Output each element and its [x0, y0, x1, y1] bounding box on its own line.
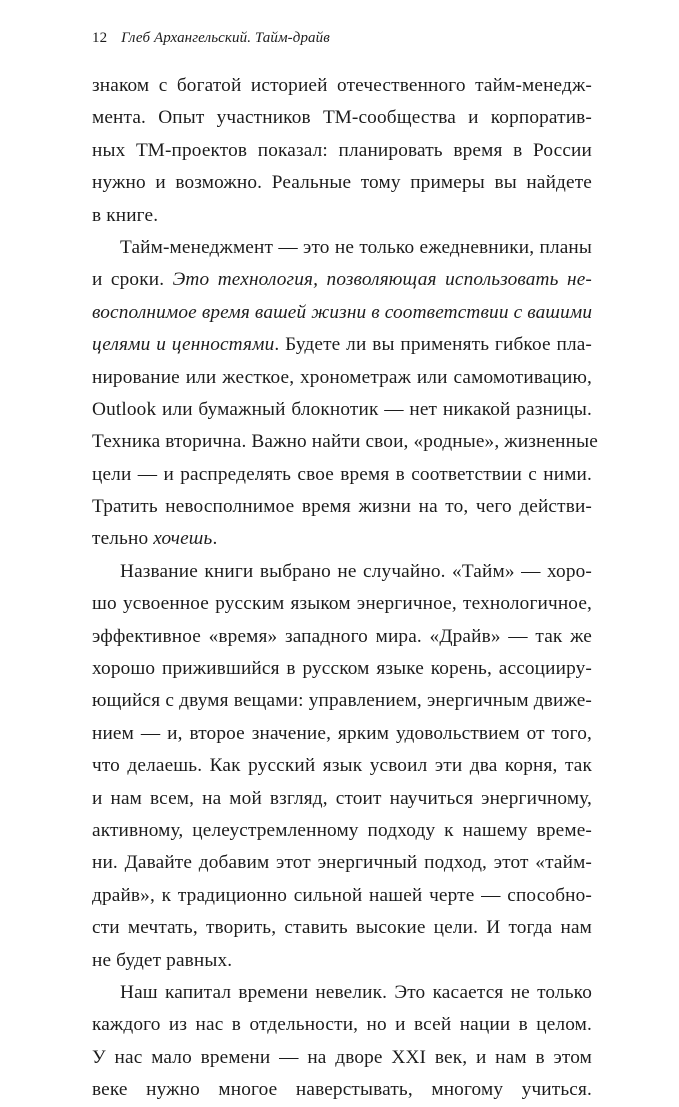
text-line	[92, 556, 592, 588]
text-span: цели — и распределять свое время в соответствии с ними.	[92, 463, 592, 485]
text-span: Тайм-менеджмент — это не только ежедневники, планы	[120, 236, 592, 258]
text-span: эффективное «время» западного мира. «Драйв» — так же	[92, 625, 592, 647]
text-line	[92, 167, 592, 199]
text-span: Техника вторична. Важно найти свои, «родные», жизненные	[92, 431, 598, 453]
text-span: знаком с богатой историей отечественного тайм-менедж-	[92, 75, 592, 96]
text-span: не будет равных.	[92, 949, 233, 971]
text-span: что делаешь. Как русский язык усвоил эти два корня, так	[92, 755, 592, 777]
italic-text-span: Это технология, позволяющая использовать не-	[172, 269, 593, 291]
text-span: Outlook или бумажный блокнотик — нет никакой разницы.	[92, 398, 592, 420]
text-line	[92, 1009, 592, 1041]
text-line	[92, 621, 592, 653]
text-line	[92, 685, 592, 717]
text-span: сти мечтать, творить, ставить высокие цели. И тогда нам	[92, 917, 592, 939]
text-line	[92, 70, 592, 102]
text-line	[92, 394, 592, 426]
text-line	[92, 977, 592, 1009]
italic-text-span: восполнимое время вашей жизни в соответствии с вашими	[92, 301, 593, 323]
text-span: активному, целеустремленному подходу к нашему време-	[92, 819, 592, 841]
text-line	[92, 264, 592, 296]
text-span: веке нужно многое наверстывать, многому учиться.	[92, 1079, 592, 1101]
text-span: шо усвоенное русским языком энергичное, технологичное,	[92, 593, 592, 615]
text-span: ни. Давайте добавим этот энергичный подход, этот «тайм-	[92, 852, 592, 874]
page-header	[92, 30, 330, 47]
text-line	[92, 102, 592, 134]
text-span: нирование или жесткое, хронометраж или самомотивацию,	[92, 366, 592, 388]
body-text	[92, 70, 598, 1107]
text-span: и сроки.	[92, 269, 173, 291]
text-span: .	[212, 528, 218, 550]
text-line	[92, 232, 592, 264]
text-line	[92, 912, 592, 944]
text-span: драйв», к традиционно сильной нашей черте — способно-	[92, 884, 592, 906]
text-span: Тратить невосполнимое время жизни на то, чего действи-	[92, 496, 592, 518]
text-line	[92, 945, 592, 977]
text-line	[92, 718, 592, 750]
text-span: мента. Опыт участников ТМ-сообщества и корпоратив-	[92, 107, 592, 129]
text-span: нужно и возможно. Реальные тому примеры вы найдете	[92, 172, 592, 194]
italic-text-span: хочешь	[153, 528, 213, 550]
text-line	[92, 362, 592, 394]
text-span: ющийся с двумя вещами: управлением, энергичным движе-	[92, 690, 592, 712]
text-line	[92, 653, 592, 685]
text-line	[92, 1074, 592, 1106]
text-line	[92, 329, 592, 361]
text-span: У нас мало времени — на дворе XXI век, и нам в этом	[92, 1046, 592, 1068]
text-line	[92, 588, 592, 620]
text-span: ных ТМ-проектов показал: планировать время в России	[92, 139, 592, 161]
text-span: тельно	[92, 528, 154, 550]
text-span: каждого из нас в отдельности, но и всей нации в целом.	[92, 1014, 592, 1036]
text-line	[92, 459, 592, 491]
text-span: и нам всем, на мой взгляд, стоит научиться энергичному,	[92, 787, 592, 809]
text-line	[92, 750, 592, 782]
text-line	[92, 783, 592, 815]
text-line	[92, 297, 592, 329]
text-span: Наш капитал времени невелик. Это касается не только	[120, 981, 592, 1003]
text-span: . Будете ли вы применять гибкое пла-	[274, 334, 592, 356]
running-title: Глеб Архангельский. Тайм-драйв	[121, 30, 330, 46]
text-span: хорошо прижившийся в русском языке корень, ассоцииру-	[92, 658, 592, 680]
page-number: 12	[92, 30, 108, 46]
text-line	[92, 523, 592, 555]
text-line	[92, 426, 598, 458]
text-line	[92, 847, 592, 879]
text-line	[92, 491, 592, 523]
text-line	[92, 200, 592, 232]
text-line	[92, 1042, 592, 1074]
text-line	[92, 135, 592, 167]
text-line	[92, 880, 592, 912]
text-span: в книге.	[92, 204, 159, 226]
text-span: Название книги выбрано не случайно. «Тайм» — хоро-	[120, 560, 592, 582]
text-line	[92, 815, 592, 847]
italic-text-span: целями и ценностями	[92, 334, 275, 356]
text-span: нием — и, второе значение, ярким удовольствием от того,	[92, 722, 592, 744]
